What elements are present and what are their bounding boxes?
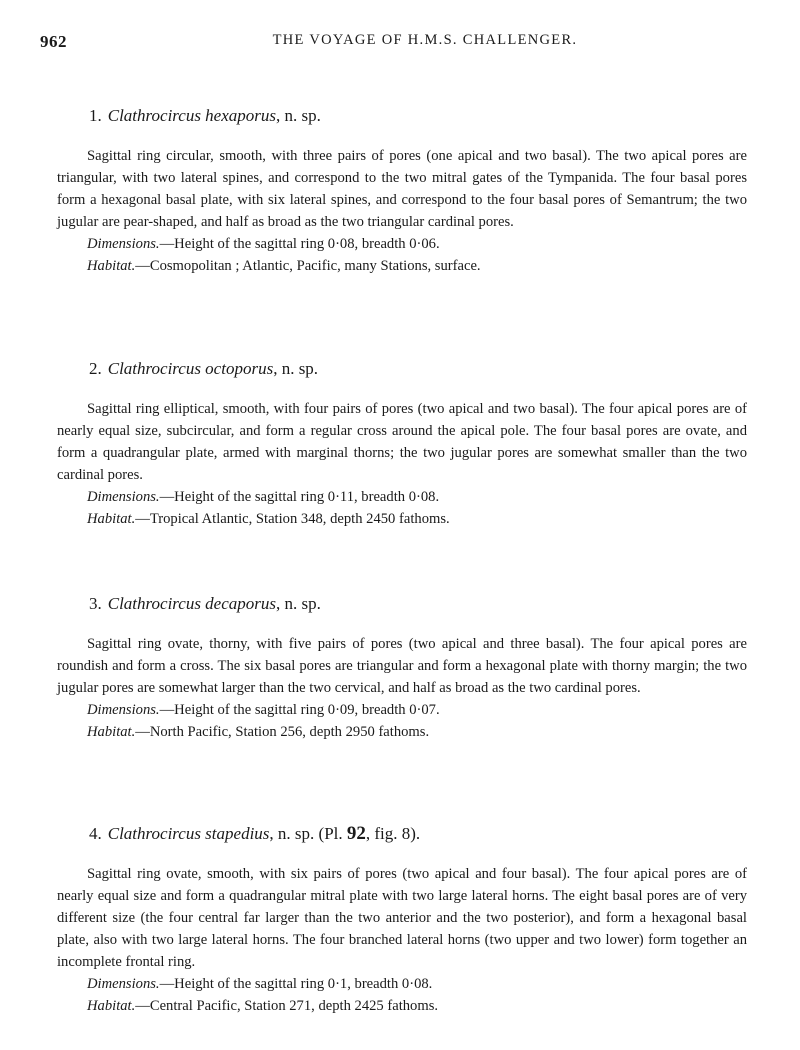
habitat-value: —Cosmopolitan ; Atlantic, Pacific, many Stations, surface. [135, 258, 481, 274]
species-name: Clathrocircus decaporus [107, 594, 277, 613]
species-description: Sagittal ring ovate, smooth, with six pairs of pores (two apical and four basal). The four apical pores are of nearly equal size and form a quadrangular mitral plate with two large lateral horns. The eight basal pores are of very different size (the four central far larger than the two anterior and the two posterior), and form a hexagonal basal plate, also with two large lateral horns. The four branched lateral horns (two upper and two lower) form together an incomplete frontal ring. [57, 866, 747, 970]
page-header [40, 32, 770, 54]
habitat-line [87, 721, 747, 743]
dimensions-line [87, 699, 747, 721]
species-heading [89, 823, 747, 845]
species-entry [57, 105, 747, 277]
plate-suffix: , fig. 8). [365, 824, 421, 843]
species-suffix: , n. sp. (Pl. [269, 824, 347, 843]
habitat-line [87, 508, 747, 530]
dimensions-line [87, 233, 747, 255]
dimensions-value: —Height of the sagittal ring 0·11, breadth 0·08. [159, 489, 440, 505]
running-title: THE VOYAGE OF H.M.S. CHALLENGER. [272, 32, 578, 48]
habitat-label: Habitat. [87, 511, 136, 527]
species-suffix: , n. sp. [276, 106, 321, 125]
species-description: Sagittal ring elliptical, smooth, with four pairs of pores (two apical and two basal). The four apical pores are of nearly equal size, subcircular, and form a regular cross around the apical pole. The four basal pores are ovate, and form a quadrangular plate, armed with marginal thorns; the two jugular pores are somewhat smaller than the two cardinal pores. [57, 401, 747, 483]
species-number: 1. [89, 106, 102, 125]
habitat-line [87, 995, 747, 1017]
dimensions-value: —Height of the sagittal ring 0·09, breadth 0·07. [159, 702, 440, 718]
species-heading [89, 593, 747, 615]
dimensions-label: Dimensions. [87, 236, 160, 252]
species-heading [89, 105, 747, 127]
species-suffix: , n. sp. [276, 594, 321, 613]
species-description: Sagittal ring ovate, thorny, with five pairs of pores (two apical and three basal). The four apical pores are roundish and form a cross. The six basal pores are triangular and form a hexagonal plate with thorny margin; the two jugular pores are somewhat larger than the two cervical, and half as broad as the two cardinal pores. [57, 636, 747, 696]
habitat-value: —North Pacific, Station 256, depth 2950 fathoms. [135, 724, 430, 740]
habitat-label: Habitat. [87, 998, 136, 1014]
habitat-line [87, 255, 747, 277]
species-suffix: , n. sp. [273, 359, 319, 378]
plate-number: 92 [346, 823, 366, 844]
page-number: 962 [40, 32, 67, 51]
species-name: Clathrocircus stapedius [107, 824, 270, 843]
dimensions-value: —Height of the sagittal ring 0·08, breadth 0·06. [159, 236, 440, 252]
habitat-label: Habitat. [87, 258, 136, 274]
species-entry [57, 358, 747, 530]
habitat-value: —Tropical Atlantic, Station 348, depth 2450 fathoms. [135, 511, 450, 527]
habitat-label: Habitat. [87, 724, 136, 740]
species-name: Clathrocircus hexaporus [107, 106, 277, 125]
species-entry [57, 823, 747, 1017]
species-name: Clathrocircus octoporus [107, 359, 274, 378]
dimensions-value: —Height of the sagittal ring 0·1, breadth 0·08. [159, 976, 433, 992]
habitat-value: —Central Pacific, Station 271, depth 2425 fathoms. [135, 998, 439, 1014]
dimensions-line [87, 973, 747, 995]
species-description: Sagittal ring circular, smooth, with three pairs of pores (one apical and two basal). The two apical pores are triangular, with two lateral spines, and correspond to the two mitral gates of the Tympanida. The four basal pores form a hexagonal basal plate, with six lateral spines, and correspond to the four basal pores of Semantrum; the two jugular are pear-shaped, and half as broad as the two triangular cardinal pores. [57, 148, 747, 230]
dimensions-label: Dimensions. [87, 976, 160, 992]
species-entry [57, 593, 747, 743]
species-heading [89, 358, 747, 380]
species-number: 4. [89, 824, 102, 843]
species-number: 2. [89, 359, 102, 378]
dimensions-label: Dimensions. [87, 702, 160, 718]
dimensions-line [87, 486, 747, 508]
species-number: 3. [89, 594, 102, 613]
dimensions-label: Dimensions. [87, 489, 160, 505]
